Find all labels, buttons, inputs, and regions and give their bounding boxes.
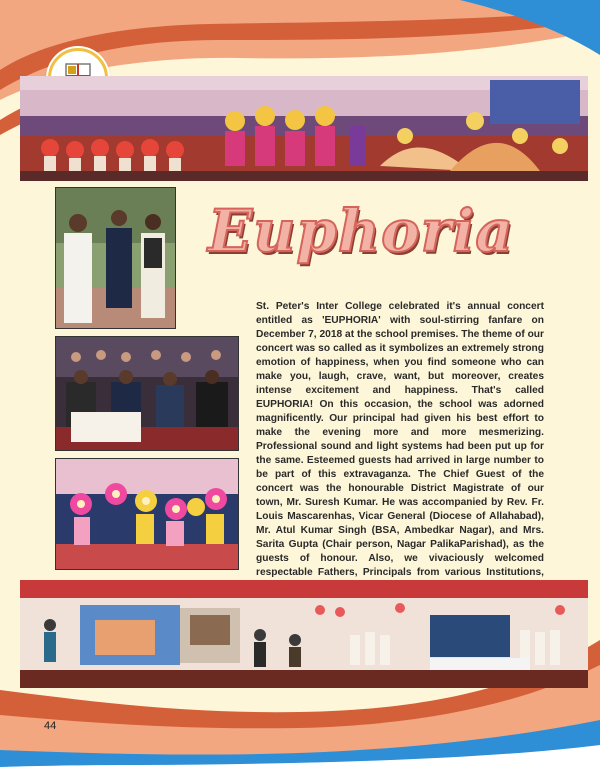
children-flower-costume-photo	[55, 458, 239, 570]
article-body: St. Peter's Inter College celebrated it's annual concert entitled as 'EUPHORIA' with soul-stirring fanfare on December 7, 2018 at the school premises. The theme of our concert was so called as it symbolizes an extremely strong emotion of happiness, when you find someone who can make you, laugh, crave, want, but moreover, creates intense excitement and happiness. That's called EUPHORIA! On this occasion, the school was adorned magnificently. Our principal had given his best effort to make the evening more and more mesmerizing. Professional sound and light systems had been put up for the same. Esteemed guests had arrived in large number to be part of this extravaganza. The Chief Guest of the concert was the honourable District Magistrate of our town, Mr. Suresh Kumar. He was accompanied by Rev. Fr. Louis Mascarenhas, Vicar General (Diocese of Allahabad), Mr. Atul Kumar Singh (BSA, Ambedkar Nagar), and Mrs. Sarita Gupta (Chair person, Nagar PalikaParishad), as the guests of honour. Also, we vivaciously welcomed respectable Fathers, Principals from various Institutions,	[256, 301, 544, 578]
guests-seated-photo	[55, 336, 239, 451]
bottom-banner-photo	[20, 580, 588, 688]
guests-arriving-photo	[55, 187, 176, 329]
page-number: 44	[44, 720, 57, 732]
page-title-text: Euphoria	[208, 197, 514, 265]
top-banner-photo	[20, 76, 588, 181]
page-title	[208, 196, 514, 270]
